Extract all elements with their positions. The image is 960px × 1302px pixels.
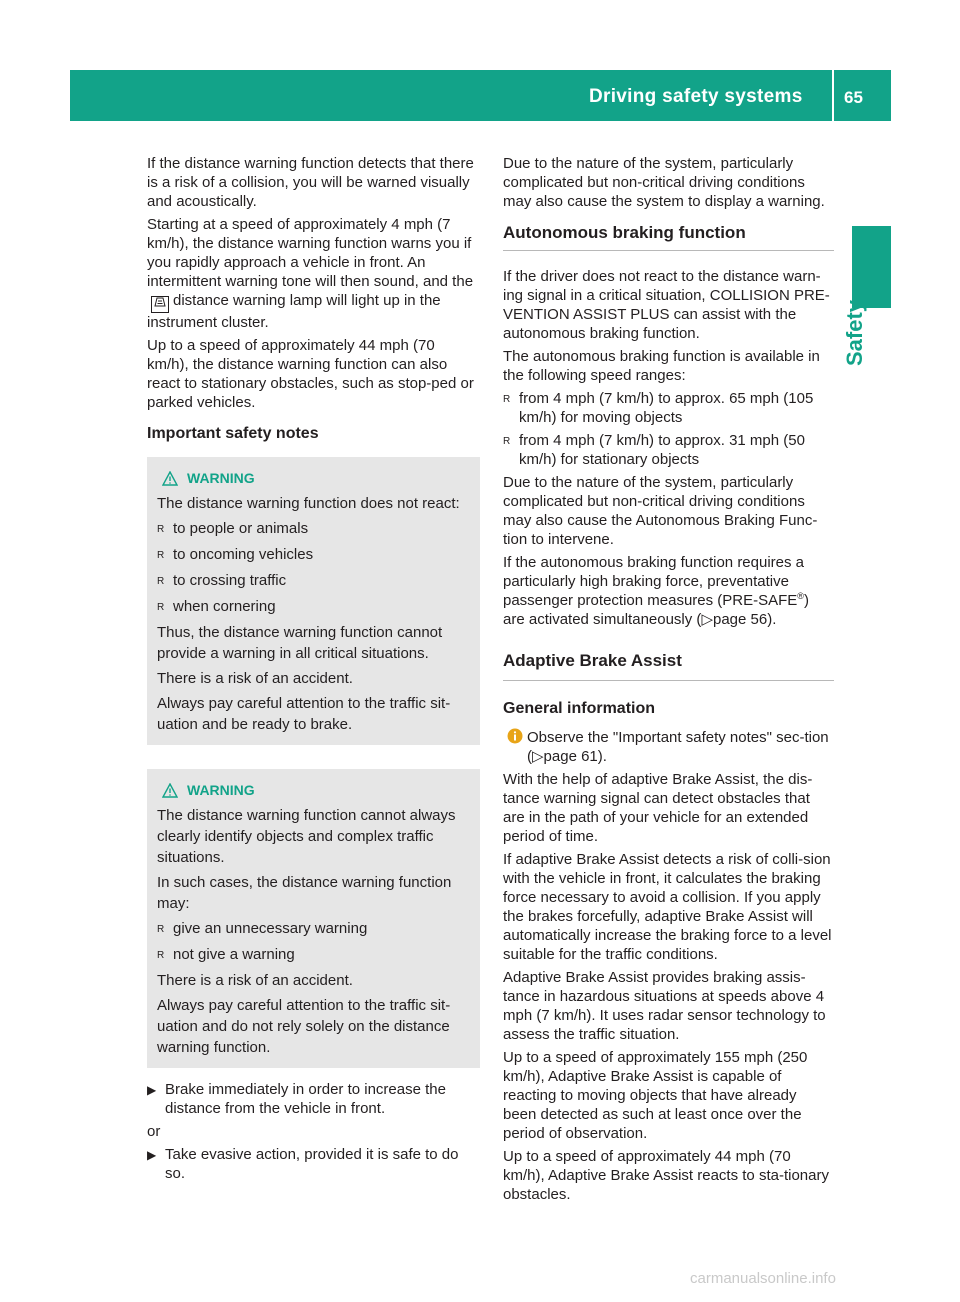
action-step: ▶ Brake immediately in order to increase the distance from the vehicle in front. <box>147 1081 446 1117</box>
paragraph: Due to the nature of the system, particularly complicated but non-critical driving conditions may also cause the Autonomous Braking Func-tion to intervene. <box>503 474 818 548</box>
bullet-icon: R <box>157 524 165 535</box>
paragraph: or <box>147 1123 161 1140</box>
warning-text: The distance warning function does not react: <box>157 495 460 512</box>
paragraph: Up to a speed of approximately 155 mph (250 km/h), Adaptive Brake Assist is capable of reacting to moving objects that have already been detected as such at least once over the period of observation. <box>503 1049 808 1142</box>
warning-text: There is a risk of an accident. <box>157 670 353 687</box>
warning-text: Always pay careful attention to the traffic sit-uation and be ready to brake. <box>157 695 451 733</box>
warning-box <box>147 457 480 745</box>
page-reference-icon: ▷ <box>532 748 544 765</box>
side-tab-marker <box>852 226 891 308</box>
list-item: R not give a warning <box>157 944 470 966</box>
page-reference-link[interactable]: page 61 <box>543 748 598 765</box>
list-item: R to people or animals <box>157 518 470 540</box>
heading-autonomous-braking: Autonomous braking function <box>503 223 834 251</box>
left-column <box>147 154 480 1187</box>
list-item: R from 4 mph (7 km/h) to approx. 65 mph (105 km/h) for moving objects <box>503 390 814 426</box>
paragraph: With the help of adaptive Brake Assist, the dis-tance warning signal can detect obstacles that are in the path of your vehicle for an extended period of time. <box>503 771 813 845</box>
heading-adaptive-brake-assist: Adaptive Brake Assist <box>503 651 834 681</box>
paragraph: Up to a speed of approximately 44 mph (70 km/h), Adaptive Brake Assist reacts to sta-tionary obstacles. <box>503 1148 829 1203</box>
paragraph: If the autonomous braking function requires a particularly high braking force, preventative passenger protection measures (PRE-SAFE®) are activated simultaneously (▷page 56). <box>503 554 809 628</box>
list-item: R give an unnecessary warning <box>157 918 470 940</box>
warning-box <box>147 769 480 1068</box>
warning-text: In such cases, the distance warning function may: <box>157 874 452 912</box>
bullet-icon: R <box>157 576 165 587</box>
distance-warning-lamp-icon <box>151 296 169 313</box>
side-tab-label: Safety <box>842 299 867 366</box>
info-icon <box>507 728 527 766</box>
watermark: carmanualsonline.info <box>690 1270 836 1287</box>
list-item: R to crossing traffic <box>157 570 470 592</box>
paragraph: Adaptive Brake Assist provides braking assis-tance in hazardous situations at speeds above 4 mph (7 km/h). It uses radar sensor technology to assess the traffic situation. <box>503 969 826 1043</box>
heading-general-information: General information <box>503 700 656 717</box>
paragraph: Due to the nature of the system, particularly complicated but non-critical driving conditions may also cause the system to display a warning. <box>503 155 825 210</box>
page-reference-icon: ▷ <box>701 611 713 628</box>
paragraph: Starting at a speed of approximately 4 mph (7 km/h), the distance warning function warns you if you rapidly approach a vehicle in front. An intermittent warning tone will then sound, and thedistance warning lamp will light up in the instrument cluster. <box>147 216 474 331</box>
warning-text: There is a risk of an accident. <box>157 972 353 989</box>
paragraph: If adaptive Brake Assist detects a risk of colli-sion with the vehicle in front, it calculates the braking force necessary to avoid a collision. If you apply the brakes forcefully, adaptive Brake Assist will automatically increase the braking force to a level suitable for the traffic conditions. <box>503 851 832 963</box>
action-arrow-icon: ▶ <box>147 1148 157 1162</box>
action-step: ▶ Take evasive action, provided it is safe to do so. <box>147 1146 459 1182</box>
right-column <box>503 154 834 1208</box>
page-number: 65 <box>844 88 863 107</box>
action-arrow-icon: ▶ <box>147 1083 157 1097</box>
bullet-icon: R <box>157 602 165 613</box>
page-reference-link[interactable]: page 56 <box>712 611 768 628</box>
bullet-icon: R <box>157 950 165 961</box>
bullet-icon: R <box>503 436 511 447</box>
paragraph: Up to a speed of approximately 44 mph (70 km/h), the distance warning function can also react to stationary obstacles, such as stop-ped or parked vehicles. <box>147 337 474 411</box>
info-note: Observe the "Important safety notes" sec-tion (▷page 61). <box>503 728 834 766</box>
warning-text: Always pay careful attention to the traffic sit-uation and do not rely solely on the distance warning function. <box>157 997 451 1056</box>
paragraph: If the distance warning function detects that there is a risk of a collision, you will be warned visually and acoustically. <box>147 155 474 210</box>
page-section-title: Driving safety systems <box>589 86 803 107</box>
header-divider <box>832 70 834 121</box>
list-item: R from 4 mph (7 km/h) to approx. 31 mph (50 km/h) for stationary objects <box>503 432 805 468</box>
bullet-icon: R <box>157 924 165 935</box>
warning-triangle-icon <box>162 471 178 486</box>
warning-text: Thus, the distance warning function cannot provide a warning in all critical situations. <box>157 624 443 662</box>
list-item: R to oncoming vehicles <box>157 544 470 566</box>
paragraph: If the driver does not react to the distance warn-ing signal in a critical situation, COLLISION PRE-VENTION ASSIST PLUS can assist with the autonomous braking function. <box>503 268 830 342</box>
paragraph: The autonomous braking function is available in the following speed ranges: <box>503 348 820 384</box>
warning-header: WARNING <box>157 780 470 801</box>
list-item: R when cornering <box>157 596 470 618</box>
bullet-icon: R <box>503 394 511 405</box>
warning-text: The distance warning function cannot always clearly identify objects and complex traffic situations. <box>157 807 456 866</box>
bullet-icon: R <box>157 550 165 561</box>
warning-triangle-icon <box>162 783 178 798</box>
warning-header: WARNING <box>157 468 470 489</box>
heading-important-safety-notes: Important safety notes <box>147 425 319 442</box>
